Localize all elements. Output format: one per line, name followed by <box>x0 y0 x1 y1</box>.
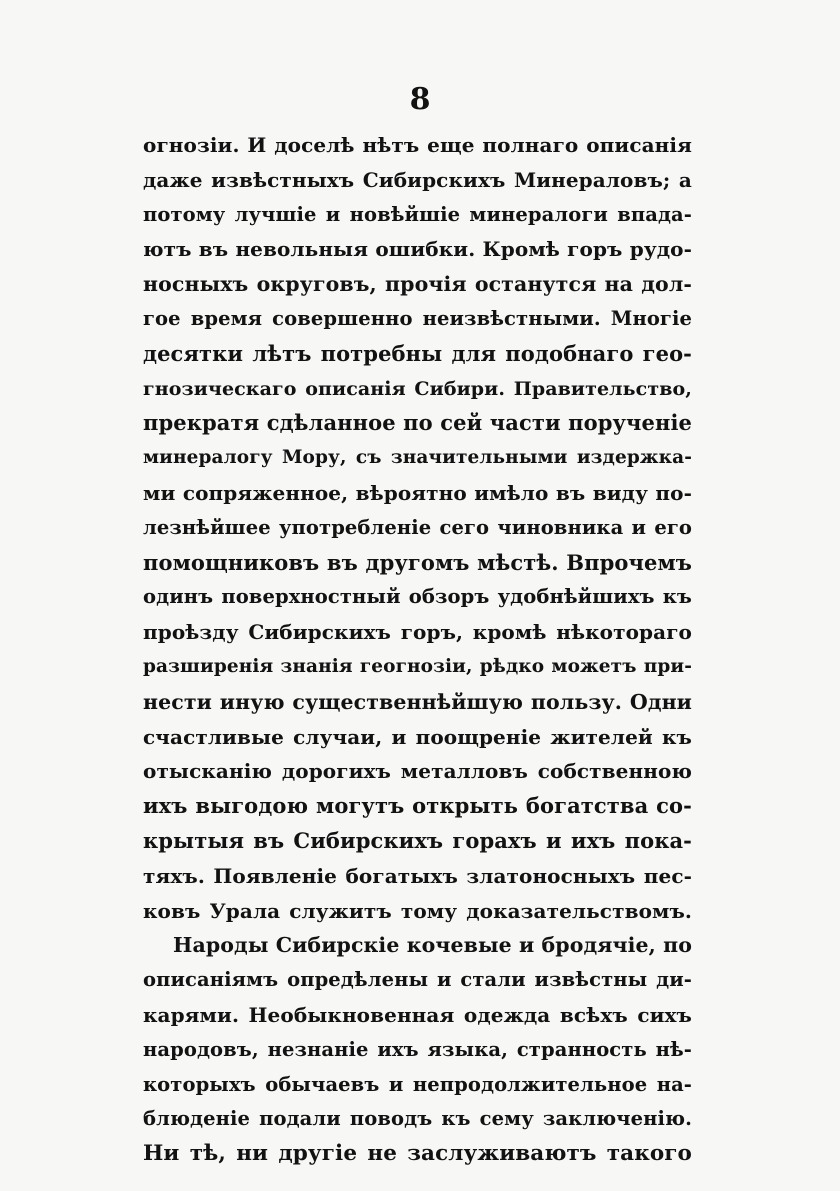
text-line: ми сопряженное, вѣроятно имѣло въ виду по- <box>143 480 692 505</box>
text-line: крытыя въ Сибирскихъ горахъ и ихъ пока- <box>143 827 692 853</box>
text-line: отысканію дорогихъ металловъ собственною <box>143 759 692 784</box>
text-line: разширенія знанія геогнозіи, рѣдко можетъ при- <box>143 655 692 677</box>
text-line: ихъ выгодою могутъ открыть богатства со- <box>143 793 692 819</box>
text-line: одинъ поверхностный обзоръ удобнѣйшихъ къ <box>143 585 692 609</box>
text-line: блюденіе подали поводъ къ сему заключенію. <box>143 1107 692 1131</box>
text-line: которыхъ обычаевъ и непродолжительное на- <box>143 1072 692 1096</box>
text-line: минералогу Мору, съ значительными издержка- <box>143 447 692 469</box>
body-text <box>143 128 692 1172</box>
text-line: помощниковъ въ другомъ мѣстѣ. Впрочемъ <box>143 549 692 575</box>
text-line: прекратя сдѣланное по сей части порученіе <box>143 410 692 436</box>
text-line: нести иную существеннѣйшую пользу. Одни <box>143 689 692 714</box>
text-line: ковъ Урала служитъ тому доказательствомъ. <box>143 898 692 923</box>
text-line: даже извѣстныхъ Сибирскихъ Минераловъ; а <box>143 167 692 192</box>
text-line: карями. Необыкновенная одежда всѣхъ сихъ <box>143 1002 692 1027</box>
text-line: проѣзду Сибирскихъ горъ, кромѣ нѣкотораго <box>143 620 692 645</box>
text-line: Ни тѣ, ни другіе не заслуживаютъ такого <box>143 1141 692 1167</box>
text-line: счастливые случаи, и поощреніе жителей къ <box>143 724 692 749</box>
text-line: гнозическаго описанія Сибири. Правительство, <box>143 377 692 400</box>
text-line: потому лучшіе и новѣйшіе минералоги впада- <box>143 202 692 226</box>
text-line: носныхъ округовъ, прочія останутся на дол- <box>143 272 692 297</box>
text-line: описаніямъ опредѣлены и стали извѣстны ди- <box>143 968 692 992</box>
text-line: огнозіи. И доселѣ нѣтъ еще полнаго описанія <box>143 133 692 157</box>
text-line: тяхъ. Появленіе богатыхъ златоносныхъ пес- <box>143 863 692 888</box>
text-line: гое время совершенно неизвѣстными. Многіе <box>143 306 692 330</box>
text-line: народовъ, незнаніе ихъ языка, странность нѣ- <box>143 1037 692 1061</box>
text-line: ютъ въ невольныя ошибки. Кромѣ горъ рудо- <box>143 237 692 262</box>
text-line: лезнѣйшее употребленіе сего чиновника и его <box>143 515 692 539</box>
text-line: десятки лѣтъ потребны для подобнаго гео- <box>143 340 692 366</box>
paragraph-first-line: Народы Сибирскіе кочевые и бродячіе, по <box>173 933 693 958</box>
page-number: 8 <box>409 82 431 117</box>
